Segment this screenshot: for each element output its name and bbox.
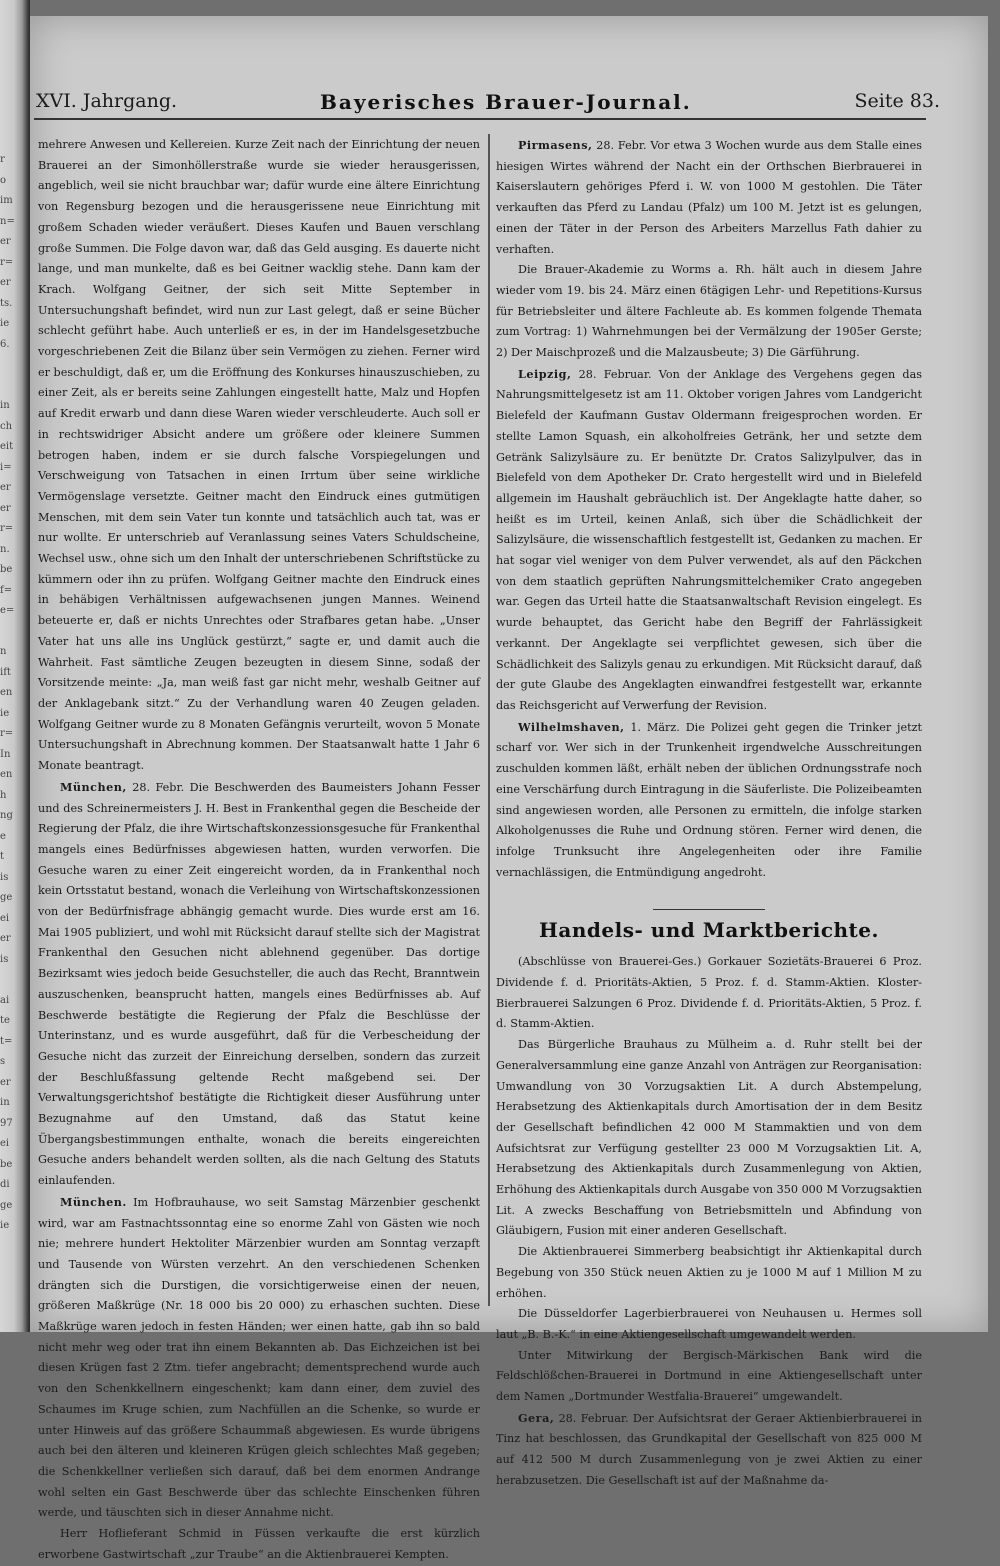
- article-fuessen: Herr Hoflieferant Schmid in Füssen verkaufte die erst kürzlich erworbene Gastwirtschaft „zur Traube“ an die Aktienbrauerei Kempten.: [38, 1527, 480, 1561]
- dateline-place: Leipzig,: [518, 366, 572, 381]
- facing-page-fragment: is: [0, 953, 9, 965]
- facing-page-fragment: ge: [0, 892, 13, 903]
- article-muelheim: Das Bürgerliche Brauhaus zu Mülheim a. d. Ruhr stellt bei der Generalversammlung eine ganze Anzahl von Anträgen zur Reorganisation: Umwandlung von 30 Vorzugsaktien Lit. A durch Abstempelung, Herabsetzung des Aktienkapitals durch Amortisation der in dem Besitz der Gesellschaft befindlichen 42 000 M Stammaktien und von dem Aufsichtsrat zur Verfügung gestellter 23 000 M Vorzugsaktien Lit. A, Herabsetzung des Aktienkapitals durch Zusammenlegung von Aktien, Erhöhung des Aktienkapitals durch Ausgabe von 350 000 M Vorzugsaktien Lit. A zwecks Beschaffung von Betriebsmitteln und Abfindung von Gläubigern, Fusion mit einer anderen Gesellschaft.: [496, 1038, 922, 1238]
- facing-page-fragment: ng: [0, 810, 13, 821]
- facing-page-fragment: ai: [0, 994, 10, 1006]
- article-text: 28. Februar. Von der Anklage des Vergehens gegen das Nahrungsmittelgesetz ist am 11. Oktober vorigen Jahres vom Landgericht Bielefeld der Kaufmann Gustav Oldermann freigesprochen worden. Er stellte Lamon Squash, ein alkoholfreies Getränk, her und setzte dem Getränk Salizylsäure zu. Er benützte Dr. Cratos Salizylpulver, das in Bielefeld von dem Apotheker Dr. Crato hergestellt wird und in Bielefeld allgemein im Haushalt gebräuchlich ist. Der Angeklagte hatte daher, so heißt es im Urteil, keinen Anlaß, sich über die Schädlichkeit der Salizylsäure, die wissenschaftlich festgestellt ist, Gedanken zu machen. Er hat sogar viel weniger von dem Pulver verwendet, als auf den Päckchen von dem staatlich geprüften Nahrungsmittelchemiker Crato angegeben war. Gegen das Urteil hatte die Staatsanwaltschaft Revision eingelegt. Es wurde behauptet, das Gericht habe den Begriff der Fahrlässigkeit verkannt. Der Angeklagte sei verpflichtet gewesen, sich über die Schädlichkeit des Salizyls genau zu erkundigen. Mit Rücksicht darauf, daß der gute Glaube des Angeklagten einwandfrei festgestellt war, erkannte das Reichsgericht auf Verwerfung der Revision.: [496, 367, 922, 712]
- column-divider: [488, 134, 490, 1306]
- facing-page-fragment: er: [0, 933, 11, 944]
- facing-page-fragment: ie: [0, 318, 10, 329]
- article-text: Im Hofbrauhause, wo seit Samstag Märzenbier geschenkt wird, war am Fastnachtssonntag eine so enorme Zahl von Gästen wie noch nie; mehrere hundert Hektoliter Märzenbier wurden am Sonntag verzapft und Tausende von Würsten verzehrt. An den verschiedenen Schenken drängten sich die Durstigen, die vorsichtigerweise einen der neuen, größeren Maßkrüge (Nr. 18 000 bis 20 000) zu erhaschen suchten. Diese Maßkrüge waren jedoch in festen Händen; wer einen hatte, gab ihn so bald nicht mehr weg oder trat ihn einem Bekannten ab. Das Eichzeichen ist bei diesen Krügen fast 2 Ztm. tiefer angebracht; dementsprechend wurde auch von den Schenkkellnern eingeschenkt; kam dann einer, dem zuviel des Schaumes im Kruge schien, zum Nachfüllen an die Schenke, so wurde er unter Hinweis auf das größere Schaummaß abgewiesen. Es wurde übrigens auch bei den älteren und kleineren Krügen gleich schlechtes Maß gegeben; die Schenkkellner verließen sich darauf, daß bei dem enormen Andrange wohl selten ein Gast Beschwerde über das schlechte Einschenken führen werde, und täuschten sich in dieser Annahme nicht.: [38, 1195, 480, 1520]
- facing-page-fragment: r: [0, 154, 5, 165]
- facing-page-fragment: e=: [0, 605, 15, 616]
- facing-page-fragment: t=: [0, 1035, 13, 1047]
- book-binding-gutter: [0, 0, 30, 1332]
- facing-page-fragment: in: [0, 1097, 10, 1108]
- facing-page-fragment: en: [0, 687, 13, 698]
- facing-page-fragment: h: [0, 789, 7, 801]
- facing-page-fragment: er: [0, 236, 11, 247]
- dateline-place: München.: [60, 1194, 127, 1209]
- facing-page-fragment: n: [0, 646, 7, 657]
- article-text: 1. März. Die Polizei geht gegen die Trinker jetzt scharf vor. Wer sich in der Trunkenheit irgendwelche Ausschreitungen zuschulden kommen läßt, erhält neben der üblichen Ordnungsstrafe noch eine Verschärfung durch Eintragung in die Säuferliste. Die Polizeibeamten sind angewiesen worden, alle Personen zu ermitteln, die infolge starken Alkoholgenusses die Ruhe und Ordnung stören. Ferner wird denen, die infolge Trunksucht ihre Angelegenheiten oder ihre Familie vernachlässigen, die Entmündigung angedroht.: [496, 720, 922, 879]
- dateline-place: München,: [60, 779, 127, 794]
- facing-page-fragment: t: [0, 851, 5, 862]
- facing-page-fragment: 6.: [0, 338, 10, 350]
- facing-page-fragment: ie: [0, 1220, 10, 1231]
- facing-page-fragment: ch: [0, 420, 13, 432]
- facing-page-fragment: e: [0, 830, 6, 842]
- facing-page-fragment: be: [0, 564, 13, 575]
- facing-page-fragment: [0, 622, 16, 643]
- facing-page-fragment: ts.: [0, 297, 13, 309]
- page-number: Seite 83.: [854, 90, 940, 112]
- section-title: Handels- und Marktberichte.: [539, 918, 879, 943]
- facing-page-fragment: in: [0, 400, 10, 411]
- facing-page-fragment: [0, 376, 16, 397]
- dateline-place: Gera,: [518, 1410, 555, 1425]
- article-text: 28. Febr. Vor etwa 3 Wochen wurde aus dem Stalle eines hiesigen Wirtes während der Nacht ein der Orthschen Bierbrauerei in Kaiserslautern gehöriges Pferd i. W. von 1000 M gestohlen. Die Täter verkauften das Pferd zu Landau (Pfalz) um 100 M. Jetzt ist es gelungen, einen der Täter in der Person des Arbeiters Marzellus Fath dahier zu verhaften.: [496, 139, 922, 256]
- article-simmerberg: Die Aktienbrauerei Simmerberg beabsichtigt ihr Aktienkapital durch Begebung von 350 Stück neuen Aktien zu je 1000 M auf 1 Million M zu erhöhen.: [496, 1245, 922, 1300]
- facing-page-fragment: en: [0, 769, 13, 780]
- article-text: 28. Febr. Die Beschwerden des Baumeisters Johann Fesser und des Schreinermeisters J. H. Best in Frankenthal gegen die Bescheide der Regierung der Pfalz, die ihre Wirtschaftskonzessionsgesuche für Frankenthal mangels eines Bedürfnisses abgewiesen hatten, wurden verworfen. Die Gesuche waren zu einer Zeit eingereicht worden, da in Frankenthal noch kein Ortsstatut bestand, wonach die Verleihung von Wirtschaftskonzessionen von der Bedürfnisfrage abhängig gemacht wurde. Dies wurde erst am 16. Mai 1905 publiziert, und wohl mit Rücksicht darauf stellte sich der Magistrat Frankenthal den Gesuchen nicht ablehnend gegenüber. Das dortige Bezirksamt wies jedoch beide Gesuchsteller, die auch das Recht, Branntwein auszuschenken, beansprucht hatten, mangels eines Bedürfnisses ab. Auf Beschwerde bestätigte die Regierung der Pfalz die Beschlüsse der Unterinstanz, und es wurde ausgeführt, daß für die Verbescheidung der Gesuche nicht das zurzeit der Einreichung derselben, sondern das zurzeit der Beschlußfassung geltende Recht maßgebend sei. Der Verwaltungsgerichtshof bestätigte die Richtigkeit dieser Ausführung unter Bezugnahme auf den Umstand, daß das Statut keine Übergangsbestimmungen enthalte, wonach die bereits eingereichten Gesuche anders behandelt werden sollten, als die nach Geltung des Statuts einlaufenden.: [38, 780, 480, 1188]
- facing-page-fragment: r=: [0, 256, 14, 268]
- facing-page-fragment: er: [0, 482, 11, 493]
- facing-page-fragment: ie: [0, 707, 10, 719]
- facing-page-fragment: is: [0, 871, 9, 883]
- facing-page-fragment: di: [0, 1179, 10, 1190]
- facing-page-fragment: er: [0, 1076, 11, 1088]
- facing-page-fragment: 97: [0, 1117, 13, 1129]
- journal-page: [30, 16, 988, 1561]
- facing-page-fragment: im: [0, 195, 13, 206]
- facing-page-fragment: er: [0, 277, 11, 288]
- facing-page-fragment: eit: [0, 441, 14, 452]
- left-column: [38, 135, 480, 1566]
- article-gera: [496, 1408, 922, 1492]
- facing-page-fragment: te: [0, 1015, 10, 1026]
- facing-page-fragments: [0, 150, 16, 1237]
- facing-page-fragment: r=: [0, 728, 14, 739]
- facing-page-fragment: In: [0, 748, 11, 760]
- facing-page-fragment: er: [0, 502, 11, 514]
- article-abschluesse: (Abschlüsse von Brauerei-Ges.) Gorkauer Sozietäts-Brauerei 6 Proz. Dividende f. d. Prioritäts-Aktien, 5 Proz. f. d. Stamm-Aktien. Kloster-Bierbrauerei Salzungen 6 Proz. Dividende f. d. Prioritäts-Aktien, 5 Proz. f. d. Stamm-Aktien.: [496, 955, 922, 1031]
- facing-page-fragment: ei: [0, 912, 10, 924]
- facing-page-fragment: ift: [0, 666, 11, 678]
- facing-page-fragment: [0, 355, 16, 376]
- article-geitner-continued: mehrere Anwesen und Kellereien. Kurze Zeit nach der Einrichtung der neuen Brauerei an der Simonhöllerstraße wurde sie wieder herausgerissen, angeblich, weil sie nicht brauchbar war; dafür wurde eine ältere Einrichtung von Regensburg bezogen und die herausgerissene neue Einrichtung mit großem Schaden wieder veräußert. Dieses Kaufen und Bauen verschlang große Summen. Die Folge davon war, daß das Geld ausging. Es dauerte nicht lange, und man munkelte, daß es bei Geitner wacklig stehe. Dann kam der Krach. Wolfgang Geitner, der sich seit Mitte September in Untersuchungshaft befindet, wird nun zur Last gelegt, daß er seine Bücher schlecht geführt habe. Auch unterließ er es, in der im Handelsgesetzbuche vorgeschriebenen Zeit die Bilanz über sein Vermögen zu ziehen. Ferner wird er beschuldigt, daß er, um die Eröffnung des Konkurses hinauszuschieben, zu einer Zeit, als er bereits seine Zahlungen eingestellt hatte, Malz und Hopfen auf Kredit erwarb und dann diese Waren wieder verschleuderte. Auch soll er in rechtswidriger Absicht andere um größere oder kleinere Summen betrogen haben, indem er sie durch falsche Vorspiegelungen und Verschweigung von Tatsachen in einen Irrtum über seine wirkliche Vermögenslage versetzte. Geitner macht den Eindruck eines gutmütigen Menschen, mit dem sein Vater tun konnte und tatsächlich auch tat, was er nur wollte. Er unterschrieb auf Veranlassung seines Vaters Schuldscheine, Wechsel usw., ohne sich um den Inhalt der unterschriebenen Schriftstücke zu kümmern oder ihn zu prüfen. Wolfgang Geitner machte den Eindruck eines in behäbigen Verhältnissen aufgewachsenen jungen Mannes. Weinend beteuerte er, daß er nichts Unrechtes oder Strafbares getan habe. „Unser Vater hat uns alle ins Unglück gestürzt,“ sagte er, und damit auch die Wahrheit. Fast sämtliche Zeugen bezeugten in diesem Sinne, sodaß der Vorsitzende meinte: „Ja, man weiß fast gar nicht mehr, weshalb Geitner auf der Anklagebank sitzt.“ Zu der Verhandlung waren 40 Zeugen geladen. Wolfgang Geitner wurde zu 8 Monaten Gefängnis verurteilt, wovon 5 Monate Untersuchungshaft in Abrechnung kommen. Der Staatsanwalt hatte 1 Jahr 6 Monate beantragt.: [38, 138, 480, 773]
- journal-title: Bayerisches Brauer-Journal.: [320, 90, 692, 114]
- dateline-place: Wilhelmshaven,: [518, 719, 625, 734]
- facing-page-fragment: ei: [0, 1138, 10, 1149]
- article-duesseldorf: Die Düsseldorfer Lagerbierbrauerei von Neuhausen u. Hermes soll laut „B. B.-K.“ in eine Aktiengesellschaft umgewandelt werden.: [496, 1307, 922, 1341]
- right-column: [496, 135, 922, 1492]
- facing-page-fragment: n.: [0, 543, 10, 555]
- facing-page-fragment: f=: [0, 584, 13, 596]
- article-wilhelmshaven: [496, 717, 922, 884]
- header-rule: [34, 118, 926, 120]
- facing-page-fragment: r=: [0, 523, 14, 534]
- article-leipzig: [496, 364, 922, 717]
- article-dortmund: Unter Mitwirkung der Bergisch-Märkischen Bank wird die Feldschlößchen-Brauerei in Dortmund in eine Aktiengesellschaft unter dem Namen „Dortmunder Westfalia-Brauerei“ umgewandelt.: [496, 1348, 922, 1404]
- facing-page-fragment: o: [0, 174, 7, 186]
- article-text: 28. Februar. Der Aufsichtsrat der Geraer Aktienbierbrauerei in Tinz hat beschlossen, das Grundkapital der Gesellschaft von 825 000 M auf 412 500 M durch Zusammenlegung von je zwei Aktien zu einer herabzusetzen. Die Gesellschaft ist auf der Maßnahme da-: [496, 1411, 922, 1487]
- dateline-place: Pirmasens,: [518, 138, 593, 152]
- article-brauer-akademie: Die Brauer-Akademie zu Worms a. Rh. hält auch in diesem Jahre wieder vom 19. bis 24. März einen 6tägigen Lehr- und Repetitions-Kursus für Betriebsleiter und ältere Fachleute ab. Es kommen folgende Themata zum Vortrag: 1) Wahrnehmungen bei der Vermälzung der 1905er Gerste; 2) Der Maischprozeß und die Malzausbeute; 3) Die Gärführung.: [496, 263, 922, 360]
- facing-page-fragment: [0, 970, 16, 991]
- article-muenchen-hofbrauhaus: [38, 1192, 480, 1524]
- article-pirmasens: [496, 135, 922, 260]
- section-divider: [653, 909, 765, 910]
- article-muenchen-konzession: [38, 777, 480, 1192]
- facing-page-fragment: n=: [0, 215, 15, 227]
- facing-page-fragment: i=: [0, 461, 12, 473]
- facing-page-fragment: be: [0, 1158, 13, 1170]
- page-header: [30, 82, 988, 122]
- facing-page-fragment: ge: [0, 1199, 13, 1211]
- facing-page-fragment: s: [0, 1056, 6, 1067]
- volume-label: XVI. Jahrgang.: [36, 90, 178, 112]
